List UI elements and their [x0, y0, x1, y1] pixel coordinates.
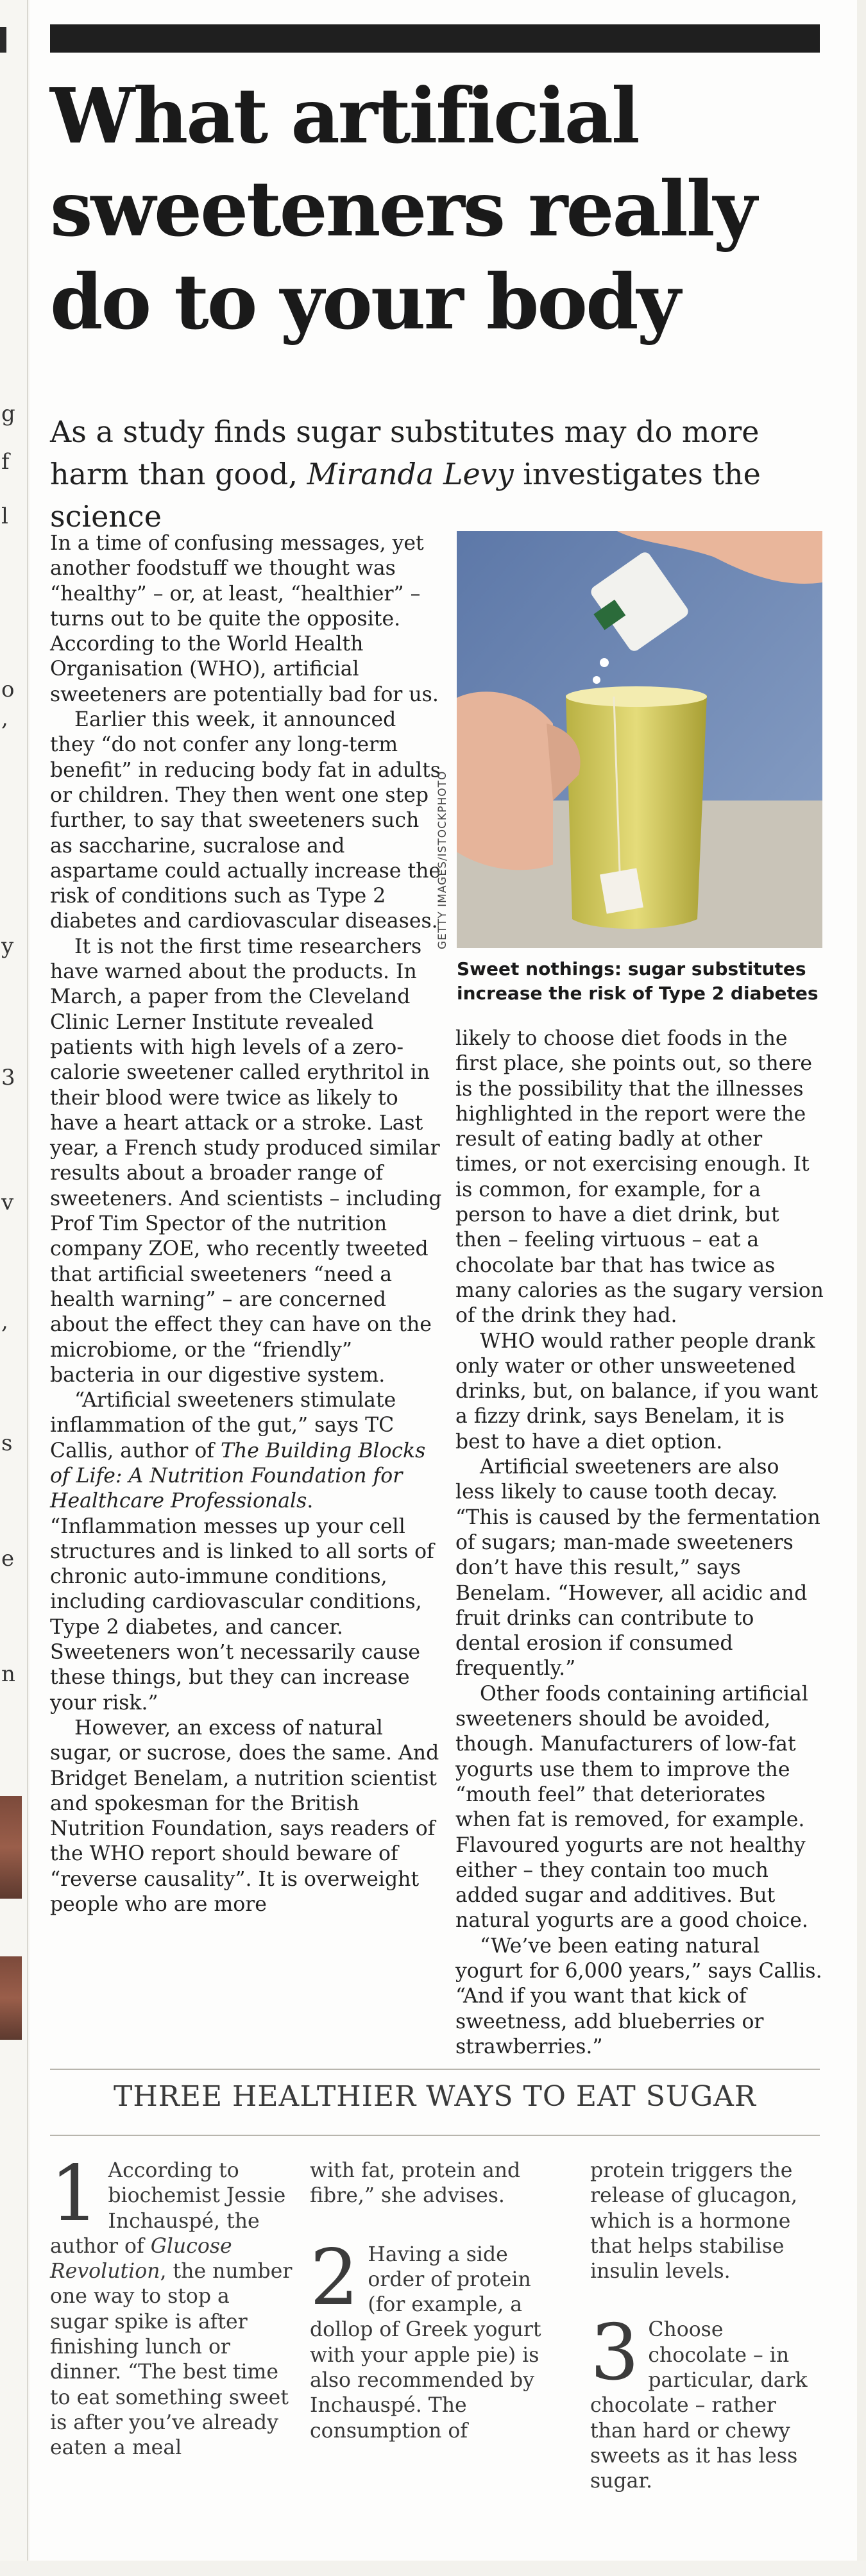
adjacent-fragment: y [1, 933, 14, 959]
adjacent-fragment: o [1, 677, 15, 702]
adjacent-column-edge [0, 0, 30, 2576]
paragraph: However, an excess of natural sugar, or sucrose, does the same. And Bridget Benelam, a nutrition scientist and spokesman for the British Nutrition Foundation, says readers of the WHO report should beware of “reverse causality”. It is overweight people who are more [50, 1716, 439, 1917]
tip-text: Choose chocolate – in particular, dark chocolate – rather than hard or chewy sweets as it has less sugar. [590, 2318, 808, 2493]
scan-bottom-edge [0, 2561, 866, 2576]
headline: What artificial sweeteners really do to your body [50, 71, 756, 346]
book-title: Glucose Revolution [50, 2234, 232, 2284]
tip-1-continued: with fat, protein and fibre,” she advises. [310, 2159, 521, 2208]
adjacent-column-rule-mark [0, 27, 6, 53]
tip-number: 3 [590, 2309, 640, 2398]
tip-2 [310, 2233, 554, 2444]
paragraph: WHO would rather people drank only water or other unsweetened drinks, but, on balance, if you want a fizzy drink, says Benelam, it is best to have a diet option. [455, 1329, 819, 1453]
book-title: The Building Blocks of Life: A Nutrition Foundation for Healthcare Professionals [50, 1439, 426, 1513]
adjacent-fragment: , [1, 706, 8, 731]
sweetener-photo-illustration [457, 531, 822, 948]
standfirst-tail: investigates the science [50, 457, 761, 534]
paragraph: Other foods containing artificial sweeteners should be avoided, though. Manufacturers of low-fat yogurts use them to improve the “mouth feel” that deteriorates when fat is removed, for example. Flavoured yogurts are not healthy either – they contain too much added sugar and additives. But natural yogurts are a good choice. [455, 1682, 808, 1933]
column-divider [27, 0, 28, 2576]
adjacent-photo-edge [0, 1956, 22, 2040]
adjacent-fragment: n [1, 1661, 15, 1687]
tips-column-1 [50, 2149, 294, 2495]
photo-credit-text: GETTY IMAGES/ISTOCKPHOTO [436, 770, 449, 949]
byline: Miranda Levy [307, 457, 514, 491]
paragraph: Earlier this week, it announced they “do not confer any long-term benefit” in reducing body fat in adults or children. They then went one step further, to say that sweeteners such as saccharine, sucralose and aspartame could actually increase the risk of conditions such as Type 2 diabetes and cardiovascular diseases. [50, 708, 441, 933]
article-column-2 [455, 1026, 824, 2060]
tip-1 [50, 2149, 294, 2461]
adjacent-fragment: s [1, 1430, 13, 1456]
tip-number: 1 [50, 2149, 99, 2239]
photo-credit [436, 757, 449, 949]
box-title: THREE HEALTHIER WAYS TO EAT SUGAR [113, 2080, 756, 2113]
adjacent-fragment: g [1, 401, 15, 427]
adjacent-fragment: 3 [1, 1065, 15, 1090]
tip-text: , the number one way to stop a sugar spike is after finishing lunch or dinner. “The best time to eat something sweet is after you’ve already eaten a meal [50, 2260, 293, 2460]
quote-tail: . “Inflammation messes up your cell structures and is linked to all sorts of chronic auto-immune conditions, including cardiovascular conditions, Type 2 diabetes, and cancer. Sweeteners won’t necessarily cause these things, but they can increase your risk.” [50, 1489, 434, 1715]
adjacent-fragment: e [1, 1546, 15, 1572]
standfirst [50, 411, 826, 538]
paragraph: “We’ve been eating natural yogurt for 6,000 years,” says Callis. “And if you want that kick of sweetness, add blueberries or strawberries.” [455, 1934, 822, 2058]
scan-right-edge [857, 0, 866, 2576]
adjacent-fragment: l [1, 504, 8, 529]
standfirst-lead: As a study finds sugar substitutes may do more harm than good, [50, 414, 760, 491]
tip-number: 2 [310, 2233, 359, 2323]
tips-column-3 [590, 2158, 828, 2528]
tip-text: Having a side order of protein (for example, a dollop of Greek yogurt with your apple pie) is also recommended by Inchauspé. The consumption of [310, 2242, 541, 2443]
tip-2-continued: protein triggers the release of glucagon, which is a hormone that helps stabilise insulin levels. [590, 2159, 798, 2284]
adjacent-fragment: f [1, 449, 10, 475]
quote-lead: “Artificial sweeteners stimulate inflammation of the gut,” says TC Callis, author of [50, 1389, 396, 1462]
section-top-bar [50, 24, 820, 53]
article-photo [457, 531, 822, 948]
article-column-1 [50, 531, 443, 1917]
paragraph: likely to choose diet foods in the first place, she points out, so there is the possibility that the illnesses highlighted in the report were the result of eating badly at other times, or not exercising enough. It is common, for example, for a person to have a diet drink, but then – feeling virtuous – eat a chocolate bar that has twice as many calories as the sugary version of the drink they had. [455, 1027, 824, 1328]
adjacent-fragment: , [1, 1309, 8, 1334]
box-rule-top [50, 2069, 820, 2070]
paragraph: It is not the first time researchers have warned about the products. In March, a paper from the Cleveland Clinic Lerner Institute revealed patients with high levels of a zero-calorie sweetener called erythritol in their blood were twice as likely to have a heart attack or a stroke. Last year, a French study produced similar results about a broader range of sweeteners. And scientists – including Prof Tim Spector of the nutrition company ZOE, who recently tweeted that artificial sweeteners “need a health warning” – are concerned about the effect they can have on the microbiome, or the “friendly” bacteria in our digestive system. [50, 935, 442, 1387]
adjacent-photo-edge [0, 1796, 22, 1899]
adjacent-fragment: v [1, 1190, 14, 1216]
tips-column-2 [310, 2158, 554, 2477]
box-rule-mid [50, 2135, 820, 2136]
tip-3 [590, 2309, 828, 2494]
tip-text: According to biochemist Jessie Inchauspé, the author of [50, 2159, 286, 2258]
photo-caption: Sweet nothings: sugar substitutes increase the risk of Type 2 diabetes [457, 958, 819, 1004]
paragraph: In a time of confusing messages, yet another foodstuff we thought was “healthy” – or, at least, “healthier” – turns out to be quite the opposite. According to the World Health Organisation (WHO), artificial sweeteners are potentially bad for us. [50, 532, 439, 706]
paragraph [50, 1388, 443, 1716]
paragraph: Artificial sweeteners are also less likely to cause tooth decay. “This is caused by the fermentation of sugars; man-made sweeteners don’t have this result,” says Benelam. “However, all acidic and fruit drinks can contribute to dental erosion if consumed frequently.” [455, 1455, 820, 1681]
